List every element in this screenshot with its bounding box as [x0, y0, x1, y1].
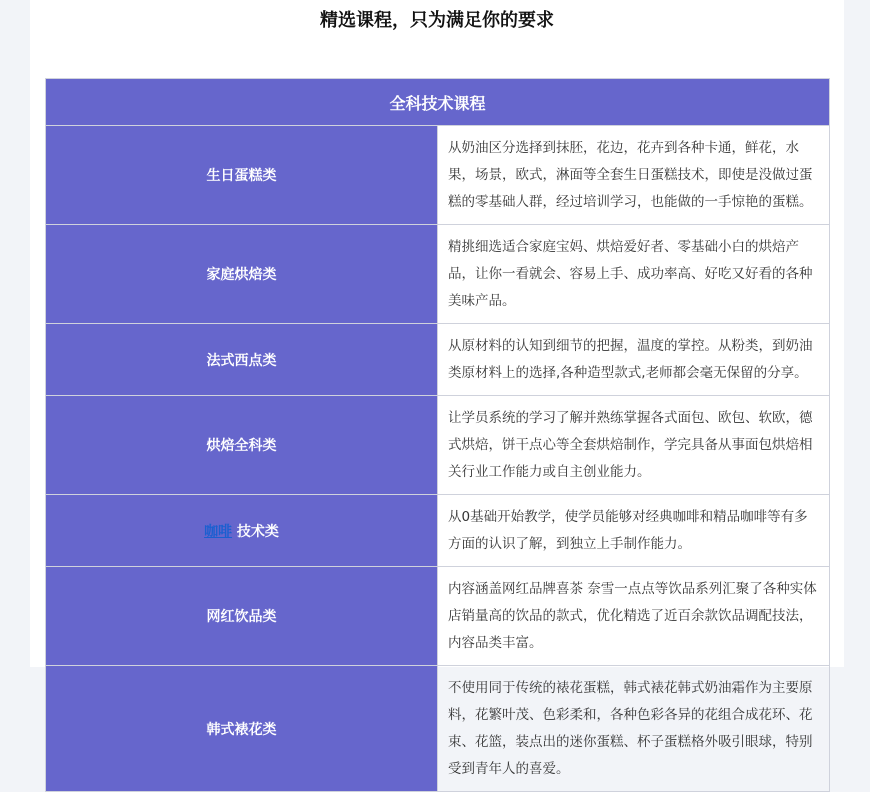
description-cell: 让学员系统的学习了解并熟练掌握各式面包、欧包、软欧，德式烘焙，饼干点心等全套烘焙制作，学完具备从事面包烘焙相关行业工作能力或自主创业能力。 [438, 396, 830, 495]
description-cell: 从原材料的认知到细节的把握，温度的掌控。从粉类，到奶油类原材料上的选择,各种造型款式,老师都会毫无保留的分享。 [438, 324, 830, 396]
table-row [46, 666, 830, 792]
table-row [46, 396, 830, 495]
course-table [45, 78, 830, 792]
page-content [30, 0, 844, 777]
description-cell: 从0基础开始教学，使学员能够对经典咖啡和精品咖啡等有多方面的认识了解，到独立上手制作能力。 [438, 495, 830, 567]
description-cell: 从奶油区分选择到抹胚，花边，花卉到各种卡通，鲜花，水果，场景，欧式，淋面等全套生日蛋糕技术，即使是没做过蛋糕的零基础人群，经过培训学习，也能做的一手惊艳的蛋糕。 [438, 126, 830, 225]
description-cell: 精挑细选适合家庭宝妈、烘焙爱好者、零基础小白的烘焙产品，让你一看就会、容易上手、成功率高、好吃又好看的各种美味产品。 [438, 225, 830, 324]
table-row [46, 495, 830, 567]
category-cell: 网红饮品类 [46, 567, 438, 666]
category-cell: 韩式裱花类 [46, 666, 438, 792]
coffee-link[interactable]: 咖啡 [204, 523, 233, 540]
table-row [46, 324, 830, 396]
category-cell: 生日蛋糕类 [46, 126, 438, 225]
category-cell: 烘焙全科类 [46, 396, 438, 495]
description-cell: 不使用同于传统的裱花蛋糕，韩式裱花韩式奶油霜作为主要原料，花繁叶茂、色彩柔和，各种色彩各异的花组合成花环、花束、花篮，装点出的迷你蛋糕、杯子蛋糕格外吸引眼球，特别受到青年人的喜爱。 [438, 666, 830, 792]
category-cell: 法式西点类 [46, 324, 438, 396]
category-cell: 家庭烘焙类 [46, 225, 438, 324]
category-suffix: 技术类 [232, 523, 279, 540]
table-row [46, 567, 830, 666]
description-cell: 内容涵盖网红品牌喜茶 奈雪一点点等饮品系列汇聚了各种实体店销量高的饮品的款式，优化精选了近百余款饮品调配技法，内容品类丰富。 [438, 567, 830, 666]
page-title: 精选课程，只为满足你的要求 [320, 10, 554, 31]
table-row [46, 126, 830, 225]
table-row [46, 225, 830, 324]
table-title: 全科技术课程 [46, 79, 830, 126]
category-cell [46, 495, 438, 567]
